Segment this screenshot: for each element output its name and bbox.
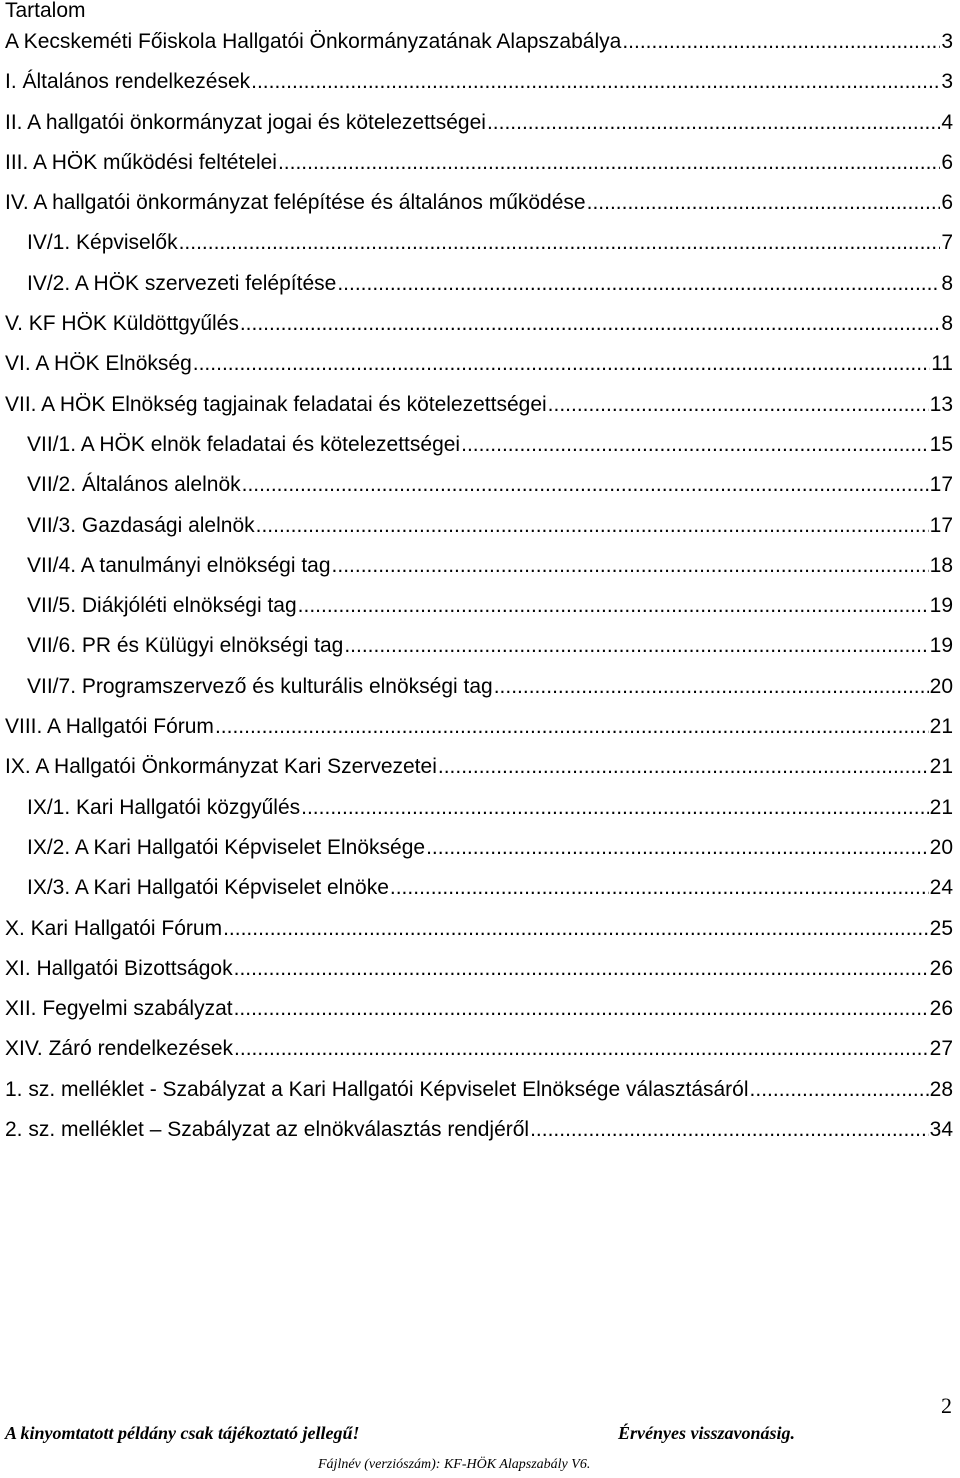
- toc-entry[interactable]: [5, 828, 953, 868]
- toc-entry-page: 21: [929, 795, 953, 819]
- toc-leader-dots: [242, 465, 929, 505]
- toc-entry[interactable]: [5, 586, 953, 626]
- toc-entry-label: X. Kari Hallgatói Fórum: [5, 916, 223, 940]
- footer-validity: Érvényes visszavonásig.: [618, 1423, 795, 1443]
- toc-entry-page: 25: [929, 916, 953, 940]
- footer-disclaimer: A kinyomtatott példány csak tájékoztató jellegű!: [5, 1423, 360, 1443]
- toc-entry-page: 17: [929, 513, 953, 537]
- toc-entry-page: 27: [929, 1037, 953, 1061]
- toc-entry-page: 20: [929, 835, 953, 859]
- toc-entry[interactable]: [5, 546, 953, 586]
- toc-leader-dots: [487, 103, 940, 143]
- toc-entry-page: 3: [941, 70, 953, 94]
- toc-leader-dots: [298, 586, 929, 626]
- toc-leader-dots: [344, 626, 928, 666]
- toc-entry-label: VII/7. Programszervező és kulturális elnökségi tag: [27, 674, 493, 698]
- toc-entry-page: 19: [929, 594, 953, 618]
- toc-entry[interactable]: [5, 506, 953, 546]
- toc-entry-label: IV/1. Képviselők: [27, 231, 178, 255]
- toc-entry-label: IX/3. A Kari Hallgatói Képviselet elnöke: [27, 876, 389, 900]
- toc-entry-label: A Kecskeméti Főiskola Hallgatói Önkormányzatának Alapszabálya: [5, 30, 622, 53]
- toc-leader-dots: [234, 949, 929, 989]
- toc-entry[interactable]: [5, 264, 953, 304]
- toc-entry[interactable]: [5, 344, 953, 384]
- toc-leader-dots: [278, 143, 940, 183]
- toc-leader-dots: [438, 747, 929, 787]
- toc-entry[interactable]: [5, 667, 953, 707]
- toc-leader-dots: [301, 788, 929, 828]
- toc-entry-label: XII. Fegyelmi szabályzat: [5, 997, 233, 1021]
- toc-entry-page: 18: [929, 553, 953, 577]
- toc-entry-page: 8: [941, 271, 953, 295]
- footer-filename: Fájlnév (verziószám): KF-HÖK Alapszabály V6.: [318, 1457, 591, 1472]
- toc-entry-label: VIII. A Hallgatói Fórum: [5, 715, 214, 739]
- toc-entry-label: V. KF HÖK Küldöttgyűlés: [5, 312, 239, 336]
- toc-entry[interactable]: [5, 103, 953, 143]
- toc-entry-label: III. A HÖK működési feltételei: [5, 150, 277, 174]
- toc-entry-label: IV/2. A HÖK szervezeti felépítése: [27, 271, 337, 295]
- toc-entry[interactable]: [5, 223, 953, 263]
- toc-entry-page: 21: [929, 715, 953, 739]
- toc-leader-dots: [494, 667, 929, 707]
- toc-leader-dots: [179, 223, 941, 263]
- toc-leader-dots: [332, 546, 929, 586]
- toc-leader-dots: [337, 264, 940, 304]
- toc-leader-dots: [251, 62, 940, 102]
- toc-entry[interactable]: [5, 62, 953, 102]
- toc-entry-page: 6: [941, 150, 953, 174]
- toc-entry-page: 8: [941, 312, 953, 336]
- toc-entry-label: VI. A HÖK Elnökség: [5, 352, 192, 376]
- toc-entry-page: 6: [941, 191, 953, 215]
- toc-entry-label: 1. sz. melléklet - Szabályzat a Kari Hallgatói Képviselet Elnöksége választásáról: [5, 1077, 749, 1101]
- toc-leader-dots: [223, 909, 929, 949]
- toc-entry-page: 28: [929, 1077, 953, 1101]
- toc-entry-label: IX/2. A Kari Hallgatói Képviselet Elnöksége: [27, 835, 426, 859]
- toc-entry-page: 24: [929, 876, 953, 900]
- toc-entry-label: XI. Hallgatói Bizottságok: [5, 956, 233, 980]
- toc-entry[interactable]: [5, 1070, 953, 1110]
- toc-leader-dots: [234, 1029, 929, 1069]
- toc-entry-label: IX/1. Kari Hallgatói közgyűlés: [27, 795, 301, 819]
- toc-entry[interactable]: [5, 304, 953, 344]
- toc-leader-dots: [426, 828, 929, 868]
- toc-entry-label: I. Általános rendelkezések: [5, 70, 251, 94]
- toc-entry-label: VII/2. Általános alelnök: [27, 473, 241, 497]
- toc-entry[interactable]: [5, 1029, 953, 1069]
- toc-entry[interactable]: [5, 909, 953, 949]
- toc-entry-page: 13: [929, 392, 953, 416]
- toc-entry-page: 20: [929, 674, 953, 698]
- toc-entry-page: 19: [929, 634, 953, 658]
- toc-leader-dots: [256, 506, 929, 546]
- toc-entry[interactable]: [5, 626, 953, 666]
- toc-entry-page: 4: [941, 110, 953, 134]
- toc-entry[interactable]: [5, 788, 953, 828]
- toc-entry-page: 15: [929, 432, 953, 456]
- toc-entry-page: 7: [941, 231, 953, 255]
- toc-leader-dots: [587, 183, 941, 223]
- toc-leader-dots: [215, 707, 929, 747]
- toc-entry-page: 26: [929, 956, 953, 980]
- toc-entry-page: 3: [941, 30, 953, 53]
- toc-leader-dots: [750, 1070, 929, 1110]
- page-number: 2: [941, 1393, 952, 1418]
- toc-entry[interactable]: [5, 465, 953, 505]
- toc-leader-dots: [234, 989, 929, 1029]
- toc-leader-dots: [390, 868, 929, 908]
- toc-leader-dots: [548, 385, 929, 425]
- toc-entry[interactable]: [5, 949, 953, 989]
- toc-leader-dots: [240, 304, 940, 344]
- toc-entry[interactable]: [5, 868, 953, 908]
- toc-entry-label: VII/6. PR és Külügyi elnökségi tag: [27, 634, 344, 658]
- toc-entry-label: VII/3. Gazdasági alelnök: [27, 513, 255, 537]
- toc-entry-label: VII/4. A tanulmányi elnökségi tag: [27, 553, 331, 577]
- toc-entry-page: 26: [929, 997, 953, 1021]
- toc-entry-page: 34: [929, 1118, 953, 1142]
- toc-entry-label: VII. A HÖK Elnökség tagjainak feladatai és kötelezettségei: [5, 392, 547, 416]
- toc-entry-page: 11: [931, 352, 953, 376]
- toc-entry-label: 2. sz. melléklet – Szabályzat az elnökválasztás rendjéről: [5, 1118, 530, 1142]
- toc-leader-dots: [461, 425, 929, 465]
- toc-entry[interactable]: [5, 425, 953, 465]
- toc-entry[interactable]: [5, 1110, 953, 1150]
- toc-entry-label: XIV. Záró rendelkezések: [5, 1037, 234, 1061]
- toc-entry-label: VII/5. Diákjóléti elnökségi tag: [27, 594, 297, 618]
- toc-leader-dots: [530, 1110, 929, 1150]
- toc-entry-page: 17: [929, 473, 953, 497]
- toc-entry-label: IV. A hallgatói önkormányzat felépítése és általános működése: [5, 191, 586, 215]
- toc-title: Tartalom: [5, 0, 86, 22]
- toc-entry[interactable]: [5, 707, 953, 747]
- toc-leader-dots: [193, 344, 930, 384]
- toc-entry-label: IX. A Hallgatói Önkormányzat Kari Szervezetei: [5, 755, 437, 779]
- toc-entry-page: 21: [929, 755, 953, 779]
- toc-entry[interactable]: [5, 747, 953, 787]
- toc-entry[interactable]: [5, 183, 953, 223]
- table-of-contents: [5, 22, 953, 1150]
- toc-leader-dots: [622, 22, 940, 62]
- toc-entry[interactable]: [5, 989, 953, 1029]
- toc-entry-label: VII/1. A HÖK elnök feladatai és kötelezettségei: [27, 432, 461, 456]
- toc-entry[interactable]: [5, 385, 953, 425]
- toc-entry-label: II. A hallgatói önkormányzat jogai és kötelezettségei: [5, 110, 486, 134]
- toc-entry[interactable]: [5, 22, 953, 62]
- toc-entry[interactable]: [5, 143, 953, 183]
